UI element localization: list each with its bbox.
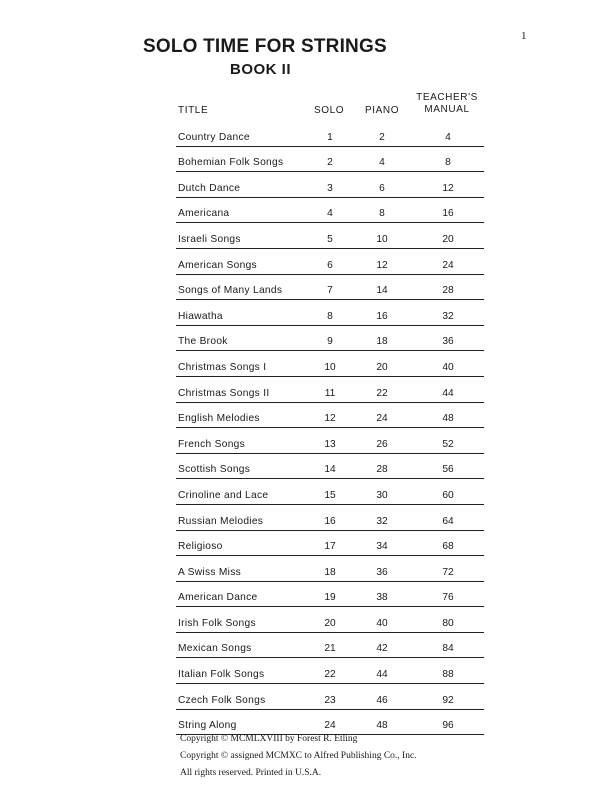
- row-manual-page: 12: [442, 182, 454, 194]
- table-row: [176, 428, 484, 454]
- row-piano-page: 6: [379, 182, 385, 194]
- row-solo-page: 19: [324, 592, 336, 604]
- row-title: A Swiss Miss: [178, 566, 242, 578]
- row-title: Irish Folk Songs: [178, 617, 256, 629]
- row-title: Country Dance: [178, 131, 250, 143]
- row-solo-page: 3: [327, 182, 333, 194]
- row-solo-page: 11: [324, 387, 336, 399]
- table-row: [176, 249, 484, 275]
- row-solo-page: 21: [324, 643, 336, 655]
- table-row: [176, 377, 484, 403]
- row-title: Americana: [178, 208, 230, 220]
- row-manual-page: 92: [442, 694, 454, 706]
- row-solo-page: 16: [324, 515, 336, 527]
- row-solo-page: 20: [324, 617, 336, 629]
- row-solo-page: 2: [327, 157, 333, 169]
- table-row: [176, 275, 484, 301]
- table-row: [176, 684, 484, 710]
- table-row: [176, 403, 484, 429]
- row-title: Songs of Many Lands: [178, 285, 283, 297]
- row-piano-page: 28: [376, 464, 388, 476]
- table-row: [176, 582, 484, 608]
- row-manual-page: 76: [442, 592, 454, 604]
- row-title: American Songs: [178, 259, 257, 271]
- table-row: [176, 147, 484, 173]
- row-piano-page: 48: [376, 720, 388, 732]
- row-manual-page: 60: [442, 489, 454, 501]
- row-manual-page: 16: [442, 208, 454, 220]
- row-title: Mexican Songs: [178, 643, 252, 655]
- row-solo-page: 5: [327, 233, 333, 245]
- row-solo-page: 8: [327, 310, 333, 322]
- row-solo-page: 1: [327, 131, 333, 143]
- row-solo-page: 13: [324, 438, 336, 450]
- page-number: 1: [521, 30, 527, 42]
- row-piano-page: 12: [376, 259, 388, 271]
- table-row: [176, 479, 484, 505]
- row-manual-page: 4: [445, 131, 451, 143]
- row-title: Hiawatha: [178, 310, 223, 322]
- column-header-manual-line1: TEACHER'S: [416, 92, 478, 103]
- table-row: [176, 351, 484, 377]
- row-piano-page: 34: [376, 541, 388, 553]
- page-subtitle: BOOK II: [230, 61, 292, 78]
- row-title: American Dance: [178, 592, 258, 604]
- row-title: Christmas Songs I: [178, 361, 267, 373]
- row-title: Russian Melodies: [178, 515, 264, 527]
- row-manual-page: 48: [442, 413, 454, 425]
- row-title: Scottish Songs: [178, 464, 251, 476]
- row-piano-page: 46: [376, 694, 388, 706]
- row-piano-page: 24: [376, 413, 388, 425]
- row-solo-page: 24: [324, 720, 336, 732]
- row-manual-page: 84: [442, 643, 454, 655]
- table-row: [176, 172, 484, 198]
- row-title: Italian Folk Songs: [178, 669, 265, 681]
- row-manual-page: 20: [442, 233, 454, 245]
- row-manual-page: 24: [442, 259, 454, 271]
- table-row: [176, 531, 484, 557]
- table-row: [176, 121, 484, 147]
- row-title: Religioso: [178, 541, 223, 553]
- row-manual-page: 80: [442, 617, 454, 629]
- column-header-teachers-manual: [412, 92, 482, 116]
- row-solo-page: 18: [324, 566, 336, 578]
- row-solo-page: 6: [327, 259, 333, 271]
- row-solo-page: 7: [327, 285, 333, 297]
- row-manual-page: 44: [442, 387, 454, 399]
- table-row: [176, 454, 484, 480]
- row-manual-page: 88: [442, 669, 454, 681]
- table-row: [176, 607, 484, 633]
- row-piano-page: 42: [376, 643, 388, 655]
- row-title: French Songs: [178, 438, 246, 450]
- row-solo-page: 17: [324, 541, 336, 553]
- table-row: [176, 556, 484, 582]
- row-manual-page: 64: [442, 515, 454, 527]
- row-piano-page: 30: [376, 489, 388, 501]
- row-title: Czech Folk Songs: [178, 694, 266, 706]
- copyright-line: All rights reserved. Printed in U.S.A.: [180, 768, 322, 778]
- row-title: Dutch Dance: [178, 182, 241, 194]
- row-title: Christmas Songs II: [178, 387, 270, 399]
- row-solo-page: 14: [324, 464, 336, 476]
- row-piano-page: 18: [376, 336, 388, 348]
- row-solo-page: 4: [327, 208, 333, 220]
- row-manual-page: 96: [442, 720, 454, 732]
- table-row: [176, 633, 484, 659]
- row-piano-page: 8: [379, 208, 385, 220]
- row-piano-page: 10: [376, 233, 388, 245]
- row-title: Bohemian Folk Songs: [178, 157, 284, 169]
- copyright-line: Copyright © MCMLXVIII by Forest R. Etling: [180, 734, 358, 744]
- row-piano-page: 20: [376, 361, 388, 373]
- row-title: Israeli Songs: [178, 233, 241, 245]
- row-title: String Along: [178, 720, 237, 732]
- row-solo-page: 23: [324, 694, 336, 706]
- table-row: [176, 198, 484, 224]
- row-piano-page: 40: [376, 617, 388, 629]
- column-header-manual-line2: MANUAL: [424, 104, 470, 115]
- row-title: English Melodies: [178, 413, 260, 425]
- row-manual-page: 8: [445, 157, 451, 169]
- row-manual-page: 32: [442, 310, 454, 322]
- row-manual-page: 28: [442, 285, 454, 297]
- row-piano-page: 2: [379, 131, 385, 143]
- row-title: The Brook: [178, 336, 228, 348]
- row-solo-page: 12: [324, 413, 336, 425]
- row-piano-page: 36: [376, 566, 388, 578]
- copyright-line: Copyright © assigned MCMXC to Alfred Publishing Co., Inc.: [180, 751, 417, 761]
- row-solo-page: 22: [324, 669, 336, 681]
- table-row: [176, 223, 484, 249]
- table-row: [176, 300, 484, 326]
- row-piano-page: 44: [376, 669, 388, 681]
- row-manual-page: 72: [442, 566, 454, 578]
- row-manual-page: 52: [442, 438, 454, 450]
- table-row: [176, 505, 484, 531]
- row-piano-page: 32: [376, 515, 388, 527]
- row-title: Crinoline and Lace: [178, 489, 269, 501]
- row-manual-page: 56: [442, 464, 454, 476]
- row-solo-page: 9: [327, 336, 333, 348]
- table-row: [176, 658, 484, 684]
- row-piano-page: 4: [379, 157, 385, 169]
- column-header-piano: PIANO: [365, 105, 400, 116]
- row-piano-page: 22: [376, 387, 388, 399]
- page-title: SOLO TIME FOR STRINGS: [143, 36, 387, 57]
- row-piano-page: 16: [376, 310, 388, 322]
- row-solo-page: 15: [324, 489, 336, 501]
- column-header-solo: SOLO: [314, 105, 345, 116]
- table-row: [176, 326, 484, 352]
- copyright-block: [180, 731, 417, 782]
- row-manual-page: 40: [442, 361, 454, 373]
- row-piano-page: 14: [376, 285, 388, 297]
- row-manual-page: 68: [442, 541, 454, 553]
- row-manual-page: 36: [442, 336, 454, 348]
- row-solo-page: 10: [324, 361, 336, 373]
- column-header-title: TITLE: [178, 105, 209, 116]
- row-piano-page: 38: [376, 592, 388, 604]
- row-piano-page: 26: [376, 438, 388, 450]
- contents-table: [176, 121, 484, 735]
